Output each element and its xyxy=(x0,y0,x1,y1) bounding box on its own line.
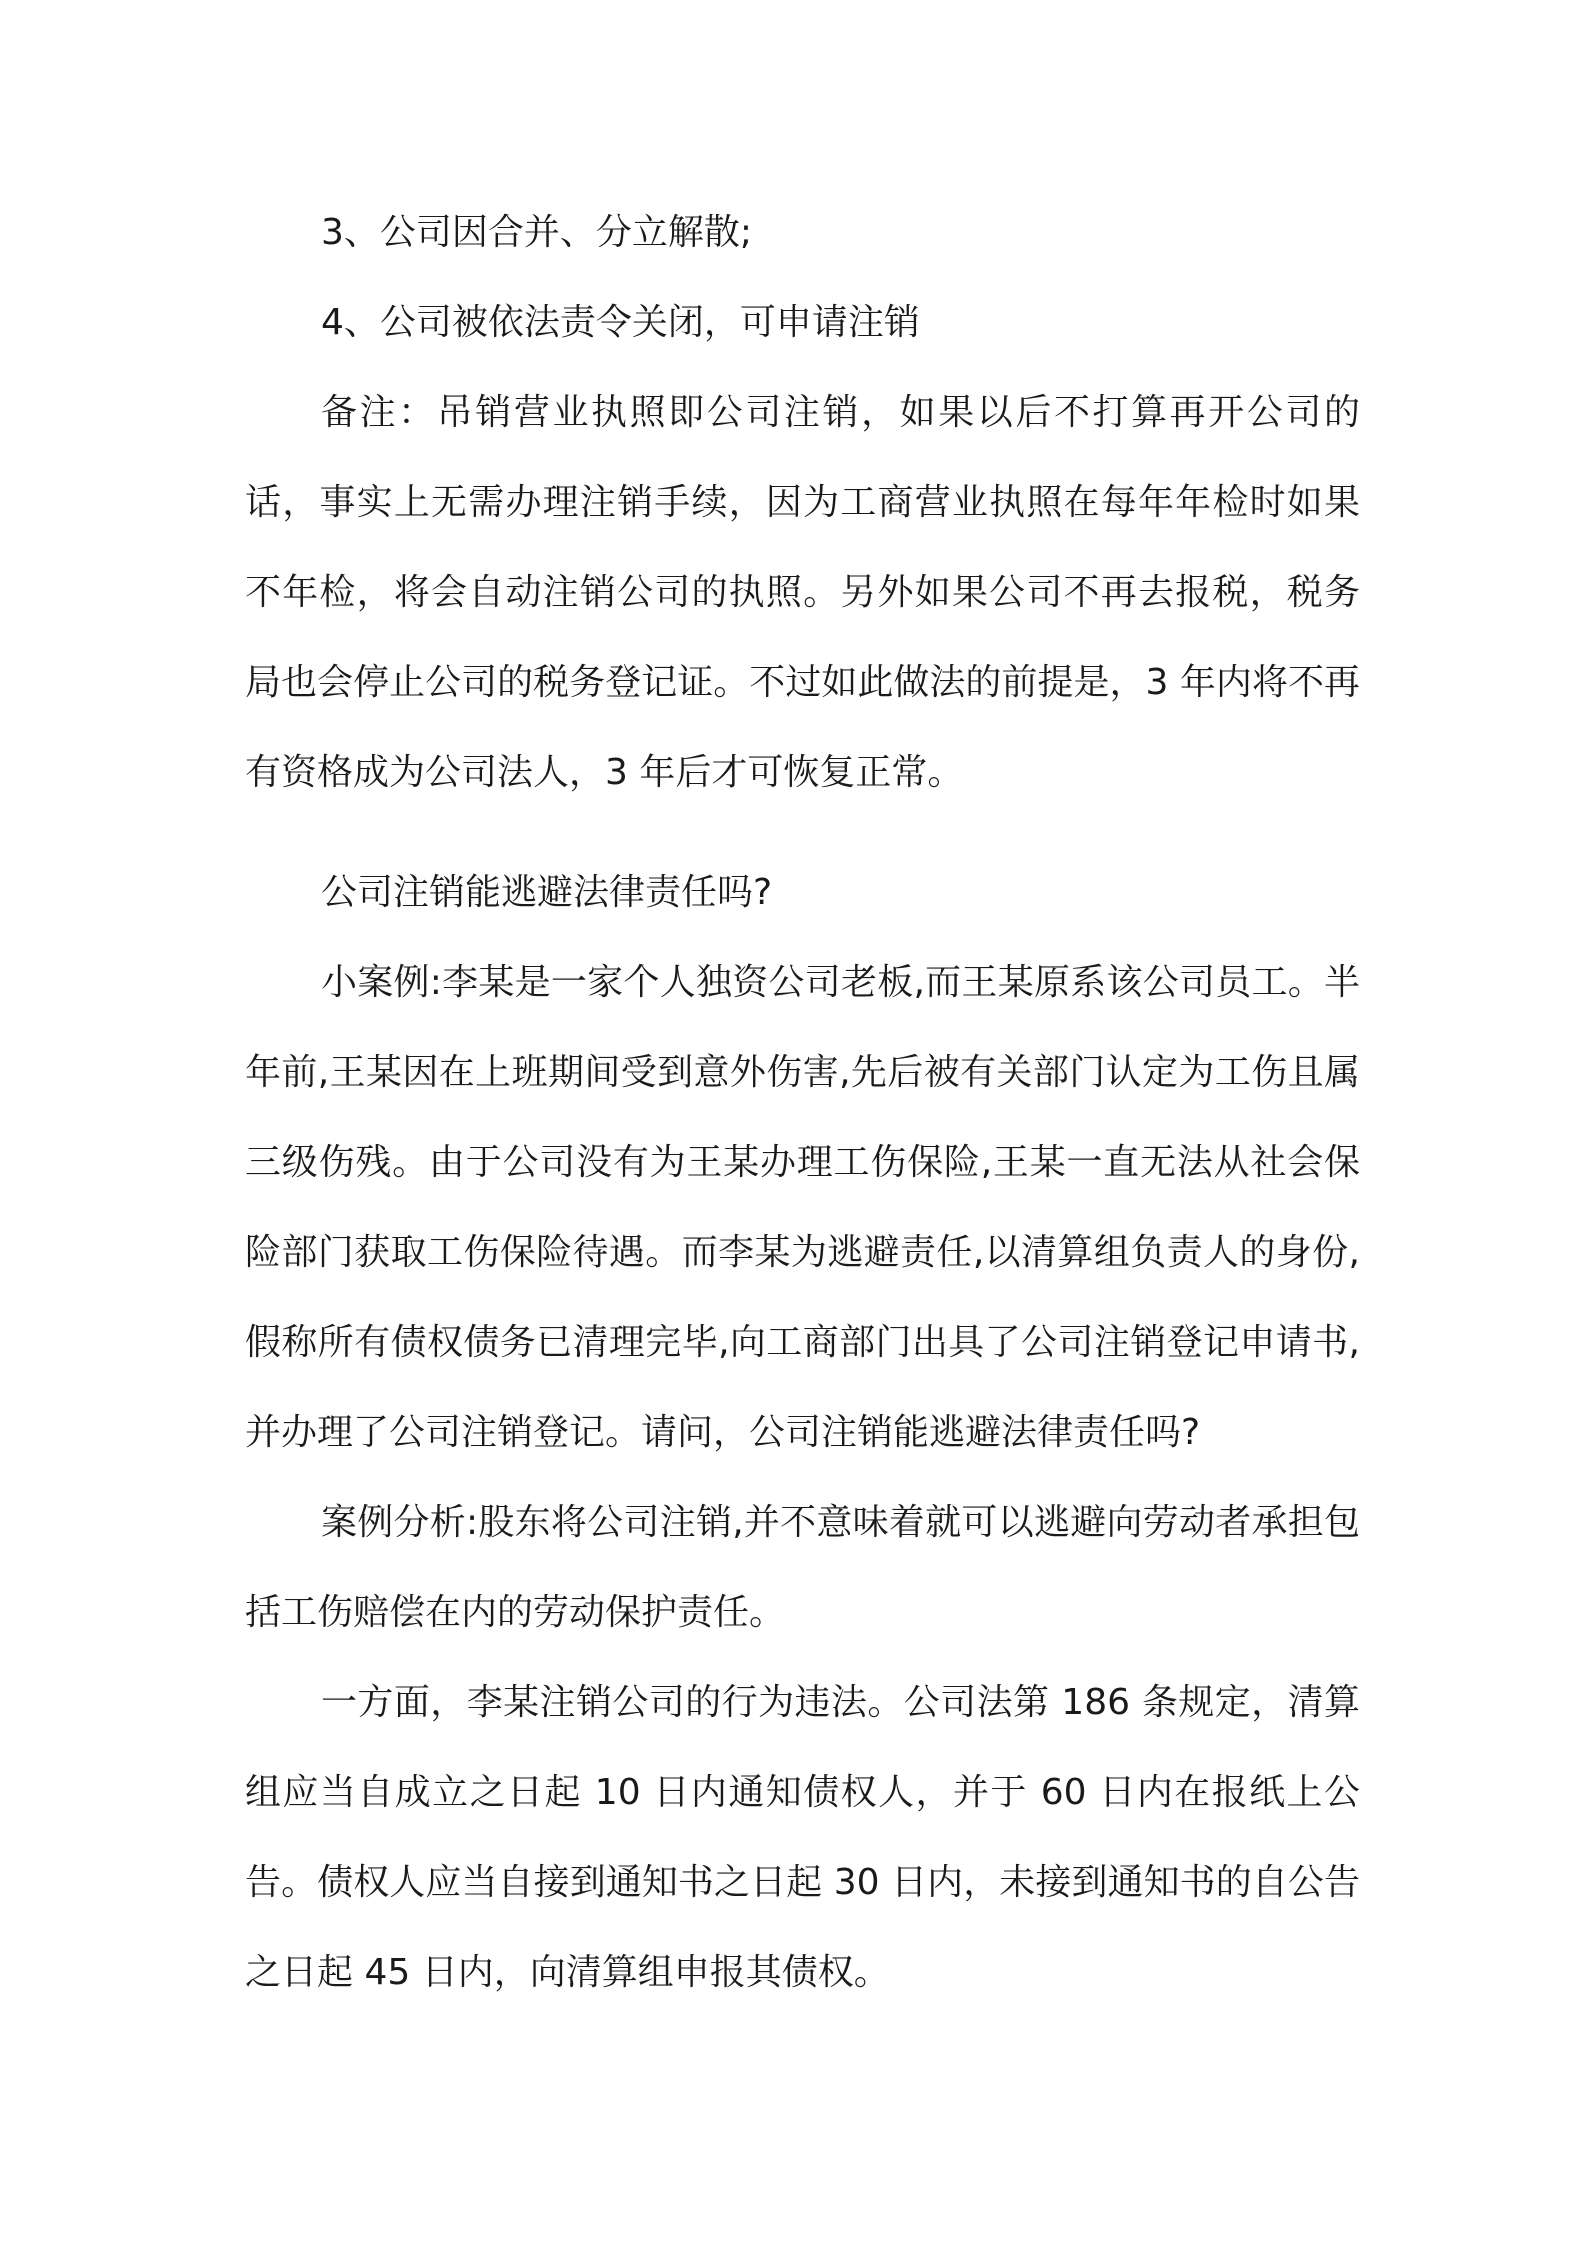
bottom-text-block xyxy=(245,848,1360,2018)
case-paragraph: 小案例:李某是一家个人独资公司老板,而王某原系该公司员工。半年前,王某因在上班期间受到意外伤害,先后被有关部门认定为工伤且属三级伤残。由于公司没有为王某办理工伤保险,王某一直无法从社会保险部门获取工伤保险待遇。而李某为逃避责任,以清算组负责人的身份,假称所有债权债务已清理完毕,向工商部门出具了公司注销登记申请书,并办理了公司注销登记。请问，公司注销能逃避法律责任吗? xyxy=(245,962,1360,1453)
section-heading: 公司注销能逃避法律责任吗? xyxy=(321,872,773,913)
list-item-3: 3、公司因合并、分立解散; xyxy=(321,212,753,253)
law-paragraph: 一方面，李某注销公司的行为违法。公司法第 186 条规定，清算组应当自成立之日起 10 日内通知债权人，并于 60 日内在报纸上公告。债权人应当自接到通知书之日起 30 日内，未接到通知书的自公告之日起 45 日内，向清算组申报其债权。 xyxy=(245,1682,1360,1993)
list-item-4: 4、公司被依法责令关闭，可申请注销 xyxy=(321,302,920,343)
analysis-paragraph: 案例分析:股东将公司注销,并不意味着就可以逃避向劳动者承担包括工伤赔偿在内的劳动保护责任。 xyxy=(245,1502,1360,1633)
top-text-block xyxy=(245,188,1360,818)
note-paragraph: 备注：吊销营业执照即公司注销，如果以后不打算再开公司的话，事实上无需办理注销手续，因为工商营业执照在每年年检时如果不年检，将会自动注销公司的执照。另外如果公司不再去报税，税务局也会停止公司的税务登记证。不过如此做法的前提是，3 年内将不再有资格成为公司法人，3 年后才可恢复正常。 xyxy=(245,392,1360,793)
